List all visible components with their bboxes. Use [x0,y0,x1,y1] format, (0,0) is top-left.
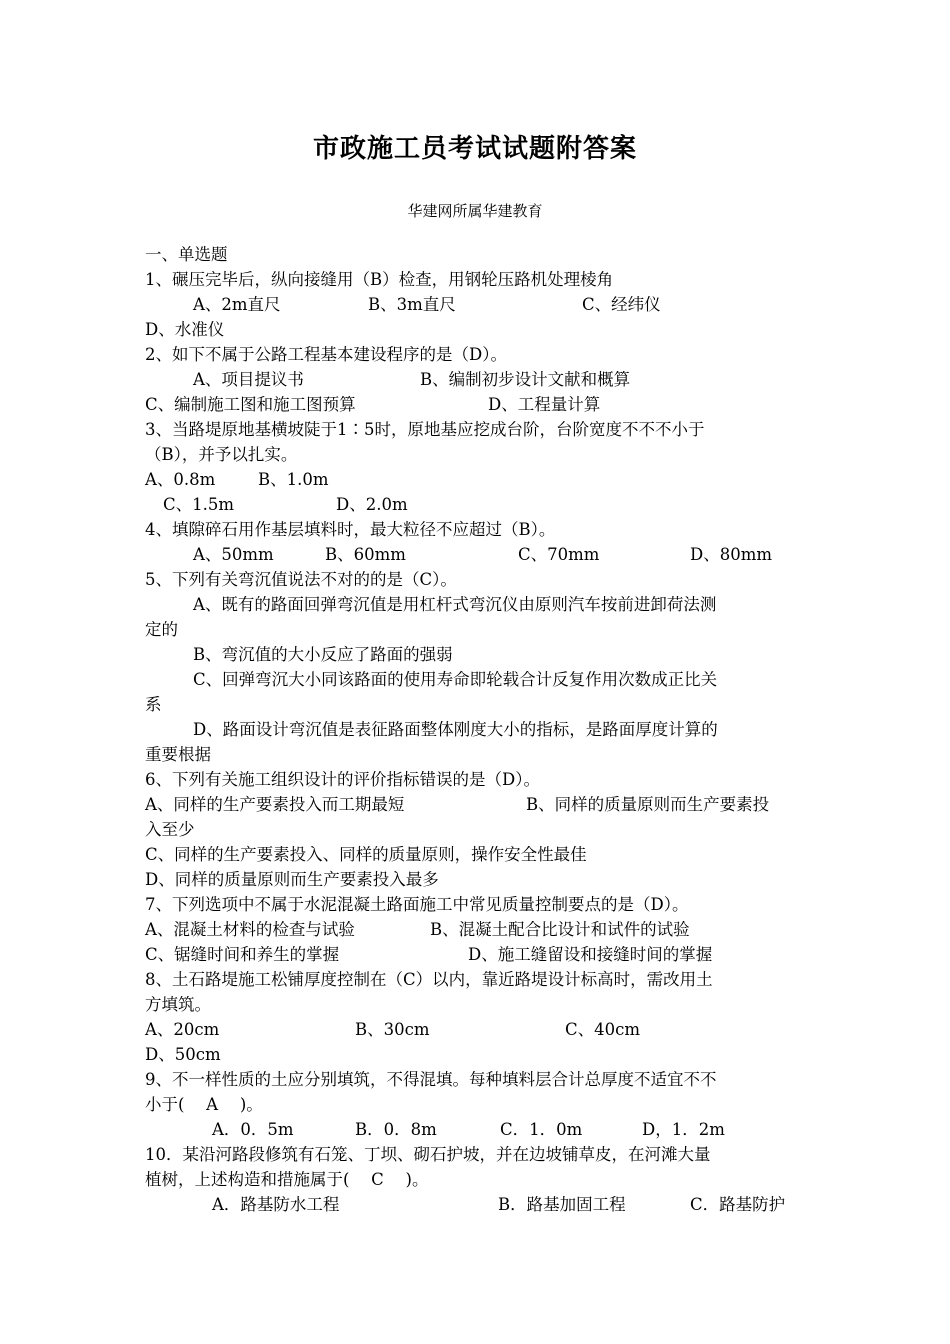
q7-option-a: A、混凝土材料的检查与试验 [145,920,355,939]
q5-option-c-cont: 系 [145,695,162,714]
question-9: 9、不一样性质的土应分别填筑，不得混填。每种填料层合计总厚度不适宜不不 [145,1070,717,1089]
q5-option-a: A、既有的路面回弹弯沉值是用杠杆式弯沉仪由原则汽车按前进卸荷法测 [193,595,717,614]
q2-option-c: C、编制施工图和施工图预算 [145,395,356,414]
q9-option-a: A．0．5m [212,1120,294,1139]
q4-option-b: B、60mm [325,545,406,564]
q6-option-a: A、同样的生产要素投入而工期最短 [145,795,405,814]
question-9-cont: 小于( A )。 [145,1095,263,1114]
q1-option-d: D、水准仪 [145,320,225,339]
question-10-cont: 植树，上述构造和措施属于( C )。 [145,1170,429,1189]
q2-option-d: D、工程量计算 [488,395,601,414]
q9-option-c: C．1．0m [500,1120,583,1139]
question-1: 1、碾压完毕后，纵向接缝用（B）检查，用钢轮压路机处理棱角 [145,270,614,289]
q2-option-b: B、编制初步设计文献和概算 [420,370,631,389]
q1-option-a: A、2m直尺 [193,295,281,314]
question-7: 7、下列选项中不属于水泥混凝土路面施工中常见质量控制要点的是（D）。 [145,895,689,914]
q4-option-c: C、70mm [518,545,600,564]
question-3-cont: （B），并予以扎实。 [145,445,298,464]
q6-option-d: D、同样的质量原则而生产要素投入最多 [145,870,439,889]
q2-option-a: A、项目提议书 [193,370,304,389]
q4-option-a: A、50mm [193,545,274,564]
q5-option-b: B、弯沉值的大小反应了路面的强弱 [193,645,453,664]
page-title: 市政施工员考试试题附答案 [312,134,637,164]
q8-option-d: D、50cm [145,1045,221,1064]
q5-option-a-cont: 定的 [145,620,178,639]
q3-option-c: C、1.5m [163,495,235,514]
q8-option-a: A、20cm [145,1020,220,1039]
q3-option-b: B、1.0m [258,470,329,489]
q8-option-b: B、30cm [355,1020,430,1039]
q4-option-d: D、80mm [690,545,773,564]
q1-option-c: C、经纬仪 [582,295,661,314]
q3-option-a: A、0.8m [145,470,216,489]
q10-option-a: A．路基防水工程 [212,1195,340,1214]
q6-option-b: B、同样的质量原则而生产要素投 [526,795,770,814]
q5-option-c: C、回弹弯沉大小同该路面的使用寿命即轮载合计反复作用次数成正比关 [193,670,718,689]
q9-option-b: B．0．8m [355,1120,437,1139]
q1-option-b: B、3m直尺 [368,295,456,314]
page-subtitle: 华建网所属华建教育 [407,202,543,220]
q10-option-c: C．路基防护 [690,1195,786,1214]
q9-option-d: D，1．2m [642,1120,725,1139]
q8-option-c: C、40cm [565,1020,641,1039]
question-2: 2、如下不属于公路工程基本建设程序的是（D）。 [145,345,507,364]
question-5: 5、下列有关弯沉值说法不对的的是（C）。 [145,570,457,589]
q6-option-c: C、同样的生产要素投入、同样的质量原则，操作安全性最佳 [145,845,587,864]
question-6: 6、下列有关施工组织设计的评价指标错误的是（D）。 [145,770,540,789]
section-heading: 一、单选题 [145,245,228,264]
q7-option-d: D、施工缝留设和接缝时间的掌握 [468,945,713,964]
q3-option-d: D、2.0m [336,495,408,514]
q6-option-b-cont: 入至少 [145,820,195,839]
q5-option-d: D、路面设计弯沉值是表征路面整体刚度大小的指标，是路面厚度计算的 [193,720,718,739]
q5-option-d-cont: 重要根据 [145,745,211,764]
q10-option-b: B．路基加固工程 [498,1195,626,1214]
question-8: 8、土石路堤施工松铺厚度控制在（C）以内，靠近路堤设计标高时，需改用土 [145,970,713,989]
question-8-cont: 方填筑。 [145,995,211,1014]
question-10: 10．某沿河路段修筑有石笼、丁坝、砌石护坡，并在边坡铺草皮，在河滩大量 [145,1145,711,1164]
q7-option-c: C、锯缝时间和养生的掌握 [145,945,340,964]
question-4: 4、填隙碎石用作基层填料时，最大粒径不应超过（B）。 [145,520,556,539]
q7-option-b: B、混凝土配合比设计和试件的试验 [430,920,690,939]
question-3: 3、当路堤原地基横坡陡于1∶5时，原地基应挖成台阶，台阶宽度不不不小于 [145,420,705,439]
